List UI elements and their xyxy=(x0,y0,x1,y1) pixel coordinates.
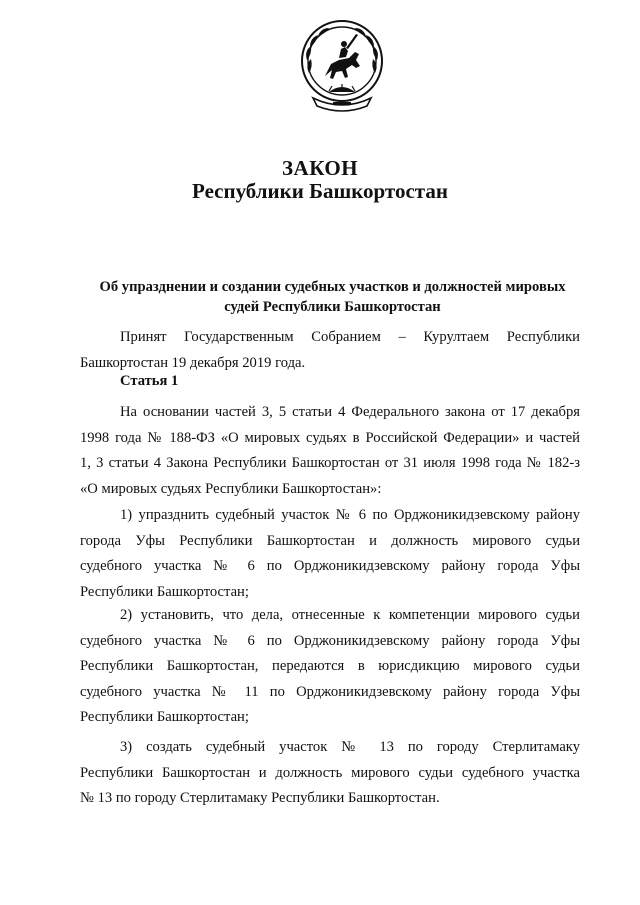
paragraph-line: На основании частей 3, 5 статьи 4 Федерального закона от 17 декабря xyxy=(120,404,580,420)
adoption-note xyxy=(80,325,580,376)
adoption-line: Принят Государственным Собранием – Курултаем Республики xyxy=(120,329,580,345)
paragraph-line: 1, 3 статьи 4 Закона Республики Башкортостан от 31 июля 1998 года № 182-з xyxy=(80,455,580,471)
article-item-2 xyxy=(80,603,580,731)
paragraph-line: 1) упразднить судебный участок № 6 по Орджоникидзевскому району xyxy=(120,507,580,523)
article-intro-paragraph xyxy=(80,400,580,502)
paragraph-line: 1998 года № 188-ФЗ «О мировых судьях в Российской Федерации» и частей xyxy=(80,429,580,446)
article-item-1 xyxy=(80,503,580,605)
paragraph-line: Республики Башкортостан; xyxy=(80,709,249,725)
law-heading-line: судей Республики Башкортостан xyxy=(224,299,441,315)
paragraph-line: № 13 по городу Стерлитамаку Республики Башкортостан. xyxy=(80,790,440,806)
paragraph-line: судебного участка № 11 по Орджоникидзевскому району города Уфы xyxy=(80,683,580,700)
paragraph-line: «О мировых судьях Республики Башкортостан»: xyxy=(80,480,382,497)
adoption-line: Башкортостан 19 декабря 2019 года. xyxy=(80,354,306,371)
article-item-3 xyxy=(80,735,580,812)
paragraph-line: 3) создать судебный участок № 13 по городу Стерлитамаку xyxy=(120,739,580,755)
paragraph-line: судебного участка № 6 по Орджоникидзевскому району города Уфы xyxy=(80,558,580,574)
paragraph-line: судебного участка № 6 по Орджоникидзевскому району города Уфы xyxy=(80,632,580,649)
article-title: Статья 1 xyxy=(120,373,179,389)
bashkortostan-coat-of-arms-icon xyxy=(299,18,385,114)
paragraph-line: Республики Башкортостан, передаются в юрисдикцию мирового судьи xyxy=(80,658,580,674)
paragraph-line: Республики Башкортостан и должность мирового судьи судебного участка xyxy=(80,764,580,781)
paragraph-line: Республики Башкортостан; xyxy=(80,583,249,600)
law-heading-line: Об упразднении и создании судебных участков и должностей мировых xyxy=(99,279,566,295)
paragraph-line: 2) установить, что дела, отнесенные к компетенции мирового судьи xyxy=(120,607,580,623)
law-heading xyxy=(80,277,585,317)
law-subtitle: Республики Башкортостан xyxy=(192,179,448,203)
paragraph-line: города Уфы Республики Башкортостан и должность мирового судьи xyxy=(80,532,580,549)
law-title: ЗАКОН xyxy=(281,156,359,180)
